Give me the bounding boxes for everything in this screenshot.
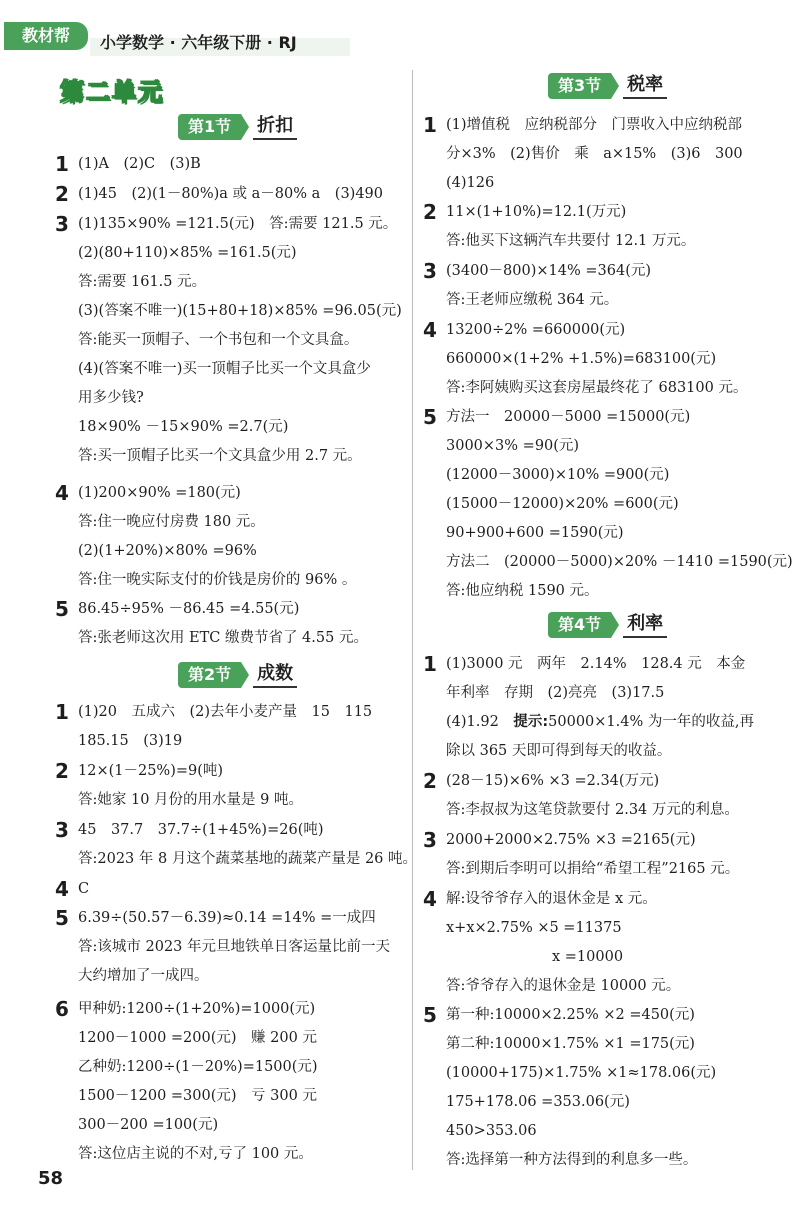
problem-number: 3 (55, 212, 69, 236)
section-header-4 (548, 611, 667, 639)
problem-number: 1 (423, 113, 437, 137)
answer-line: (12000－3000)×10% =900(元) (446, 467, 670, 483)
answer-line: (1)200×90% =180(元) (78, 485, 241, 501)
section-header-3 (548, 72, 667, 100)
answer-line: (2)(1+20%)×80% =96% (78, 543, 257, 559)
answer-line: (4)(答案不唯一)买一顶帽子比买一个文具盒少 (78, 361, 371, 377)
answer-line: 3000×3% =90(元) (446, 438, 580, 454)
answer-line: 分×3% (2)售价 乘 a×15% (3)6 300 (446, 146, 743, 162)
hint-text: 50000×1.4% 为一年的收益,再 (548, 714, 754, 730)
answer-line: 大约增加了一成四。 (78, 968, 209, 984)
answer-line: 答:住一晚应付房费 180 元。 (78, 514, 265, 530)
section-header-1 (178, 113, 297, 141)
answer-line: 年利率 存期 (2)亮亮 (3)17.5 (446, 685, 665, 701)
answer-line: 方法二 (20000－5000)×20% －1410 =1590(元) (446, 554, 793, 570)
answer-line: 13200÷2% =660000(元) (446, 322, 626, 338)
answer-line: 除以 365 天即可得到每天的收益。 (446, 743, 672, 759)
answer-line: 答:能买一顶帽子、一个书包和一个文具盒。 (78, 332, 359, 348)
answer-line: 300－200 =100(元) (78, 1117, 219, 1133)
answer-line: C (78, 881, 90, 897)
section-header-2 (178, 661, 297, 689)
answer-line: 1200－1000 =200(元) 赚 200 元 (78, 1030, 317, 1046)
answer-line: 答:他买下这辆汽车共要付 12.1 万元。 (446, 233, 696, 249)
problem-number: 4 (423, 318, 437, 342)
problem-number: 4 (423, 887, 437, 911)
answer-line: 解:设爷爷存入的退休金是 x 元。 (446, 891, 657, 907)
answer-line: 答:这位店主说的不对,亏了 100 元。 (78, 1146, 313, 1162)
answer-line: (1)45 (2)(1－80%)a 或 a－80% a (3)490 (78, 186, 384, 202)
answer-line: 答:买一顶帽子比买一个文具盒少用 2.7 元。 (78, 448, 362, 464)
answer-line: 86.45÷95% －86.45 =4.55(元) (78, 601, 300, 617)
answer-line: 答:选择第一种方法得到的利息多一些。 (446, 1152, 698, 1168)
answer-line: 答:爷爷存入的退休金是 10000 元。 (446, 978, 681, 994)
section-name: 利率 (623, 612, 667, 638)
answer-text: (4)1.92 (446, 714, 514, 730)
book-title: 小学数学 · 六年级下册 · RJ (100, 33, 297, 52)
answer-line: 乙种奶:1200÷(1－20%)=1500(元) (78, 1059, 318, 1075)
problem-number: 5 (55, 906, 69, 930)
answer-line: (1)3000 元 两年 2.14% 128.4 元 本金 (446, 656, 746, 672)
answer-line: 185.15 (3)19 (78, 733, 183, 749)
section-number: 第3节 (548, 73, 611, 99)
answer-line: 6.39÷(50.57－6.39)≈0.14 =14% =一成四 (78, 910, 376, 926)
answer-line: 答:需要 161.5 元。 (78, 274, 207, 290)
answer-line: 答:她家 10 月份的用水量是 9 吨。 (78, 792, 303, 808)
answer-line: 2000+2000×2.75% ×3 =2165(元) (446, 832, 696, 848)
answer-line: 方法一 20000－5000 =15000(元) (446, 409, 691, 425)
answer-line: 第二种:10000×1.75% ×1 =175(元) (446, 1036, 695, 1052)
hint-label: 提示: (513, 714, 549, 730)
answer-line: 第一种:10000×2.25% ×2 =450(元) (446, 1007, 695, 1023)
answer-line: 12×(1－25%)=9(吨) (78, 763, 224, 779)
answer-line: (2)(80+110)×85% =161.5(元) (78, 245, 297, 261)
answer-line: 答:该城市 2023 年元旦地铁单日客运量比前一天 (78, 939, 391, 955)
answer-line: 答:他应纳税 1590 元。 (446, 583, 599, 599)
section-name: 税率 (623, 73, 667, 99)
problem-number: 6 (55, 997, 69, 1021)
answer-line: 90+900+600 =1590(元) (446, 525, 624, 541)
answer-line: (1)增值税 应纳税部分 门票收入中应纳税部 (446, 117, 743, 133)
answer-line: (1)A (2)C (3)B (78, 156, 201, 172)
problem-number: 4 (55, 481, 69, 505)
answer-line: 答:李叔叔为这笔贷款要付 2.34 万元的利息。 (446, 802, 739, 818)
answer-line: 甲种奶:1200÷(1+20%)=1000(元) (78, 1001, 316, 1017)
problem-number: 3 (423, 828, 437, 852)
unit-title: 第二单元 (60, 78, 164, 106)
page-header (0, 0, 800, 60)
answer-line: 答:2023 年 8 月这个蔬菜基地的蔬菜产量是 26 吨。 (78, 851, 418, 867)
answer-line: 18×90% －15×90% =2.7(元) (78, 419, 289, 435)
answer-line: 45 37.7 37.7÷(1+45%)=26(吨) (78, 822, 324, 838)
problem-number: 3 (423, 259, 437, 283)
section-name: 折扣 (253, 114, 297, 140)
column-divider (412, 70, 413, 1170)
answer-line: 答:李阿姨购买这套房屋最终花了 683100 元。 (446, 380, 748, 396)
section-number: 第1节 (178, 114, 241, 140)
answer-line: (4)126 (446, 175, 495, 191)
answer-line: (28－15)×6% ×3 =2.34(万元) (446, 773, 660, 789)
brand-tab: 教材帮 (4, 22, 88, 50)
problem-number: 1 (423, 652, 437, 676)
answer-line: (1)20 五成六 (2)去年小麦产量 15 115 (78, 704, 373, 720)
answer-line: (1)135×90% =121.5(元) 答:需要 121.5 元。 (78, 216, 398, 232)
problem-number: 2 (55, 182, 69, 206)
answer-line: 答:到期后李明可以捐给“希望工程”2165 元。 (446, 861, 740, 877)
problem-number: 2 (423, 769, 437, 793)
problem-number: 1 (55, 700, 69, 724)
section-name: 成数 (253, 662, 297, 688)
answer-line: (3400－800)×14% =364(元) (446, 263, 652, 279)
answer-line: 11×(1+10%)=12.1(万元) (446, 204, 627, 220)
problem-number: 2 (423, 200, 437, 224)
answer-line: 450>353.06 (446, 1123, 537, 1139)
page-number: 58 (38, 1168, 64, 1189)
problem-number: 5 (423, 405, 437, 429)
problem-number: 2 (55, 759, 69, 783)
problem-number: 1 (55, 152, 69, 176)
answer-line: 用多少钱? (78, 390, 144, 406)
answer-line: 660000×(1+2% +1.5%)=683100(元) (446, 351, 717, 367)
answer-line: 答:住一晚实际支付的价钱是房价的 96% 。 (78, 572, 357, 588)
answer-line: (15000－12000)×20% =600(元) (446, 496, 679, 512)
answer-line: 答:张老师这次用 ETC 缴费节省了 4.55 元。 (78, 630, 368, 646)
answer-line: (10000+175)×1.75% ×1≈178.06(元) (446, 1065, 717, 1081)
answer-line: 175+178.06 =353.06(元) (446, 1094, 630, 1110)
problem-number: 4 (55, 877, 69, 901)
problem-number: 5 (423, 1003, 437, 1027)
problem-number: 5 (55, 597, 69, 621)
answer-line (446, 713, 754, 731)
answer-line: 答:王老师应缴税 364 元。 (446, 292, 619, 308)
problem-number: 3 (55, 818, 69, 842)
answer-line: x =10000 (552, 949, 624, 965)
section-number: 第2节 (178, 662, 241, 688)
answer-line: x+x×2.75% ×5 =11375 (446, 920, 622, 936)
answer-line: (3)(答案不唯一)(15+80+18)×85% =96.05(元) (78, 303, 402, 319)
section-number: 第4节 (548, 612, 611, 638)
answer-line: 1500－1200 =300(元) 亏 300 元 (78, 1088, 317, 1104)
